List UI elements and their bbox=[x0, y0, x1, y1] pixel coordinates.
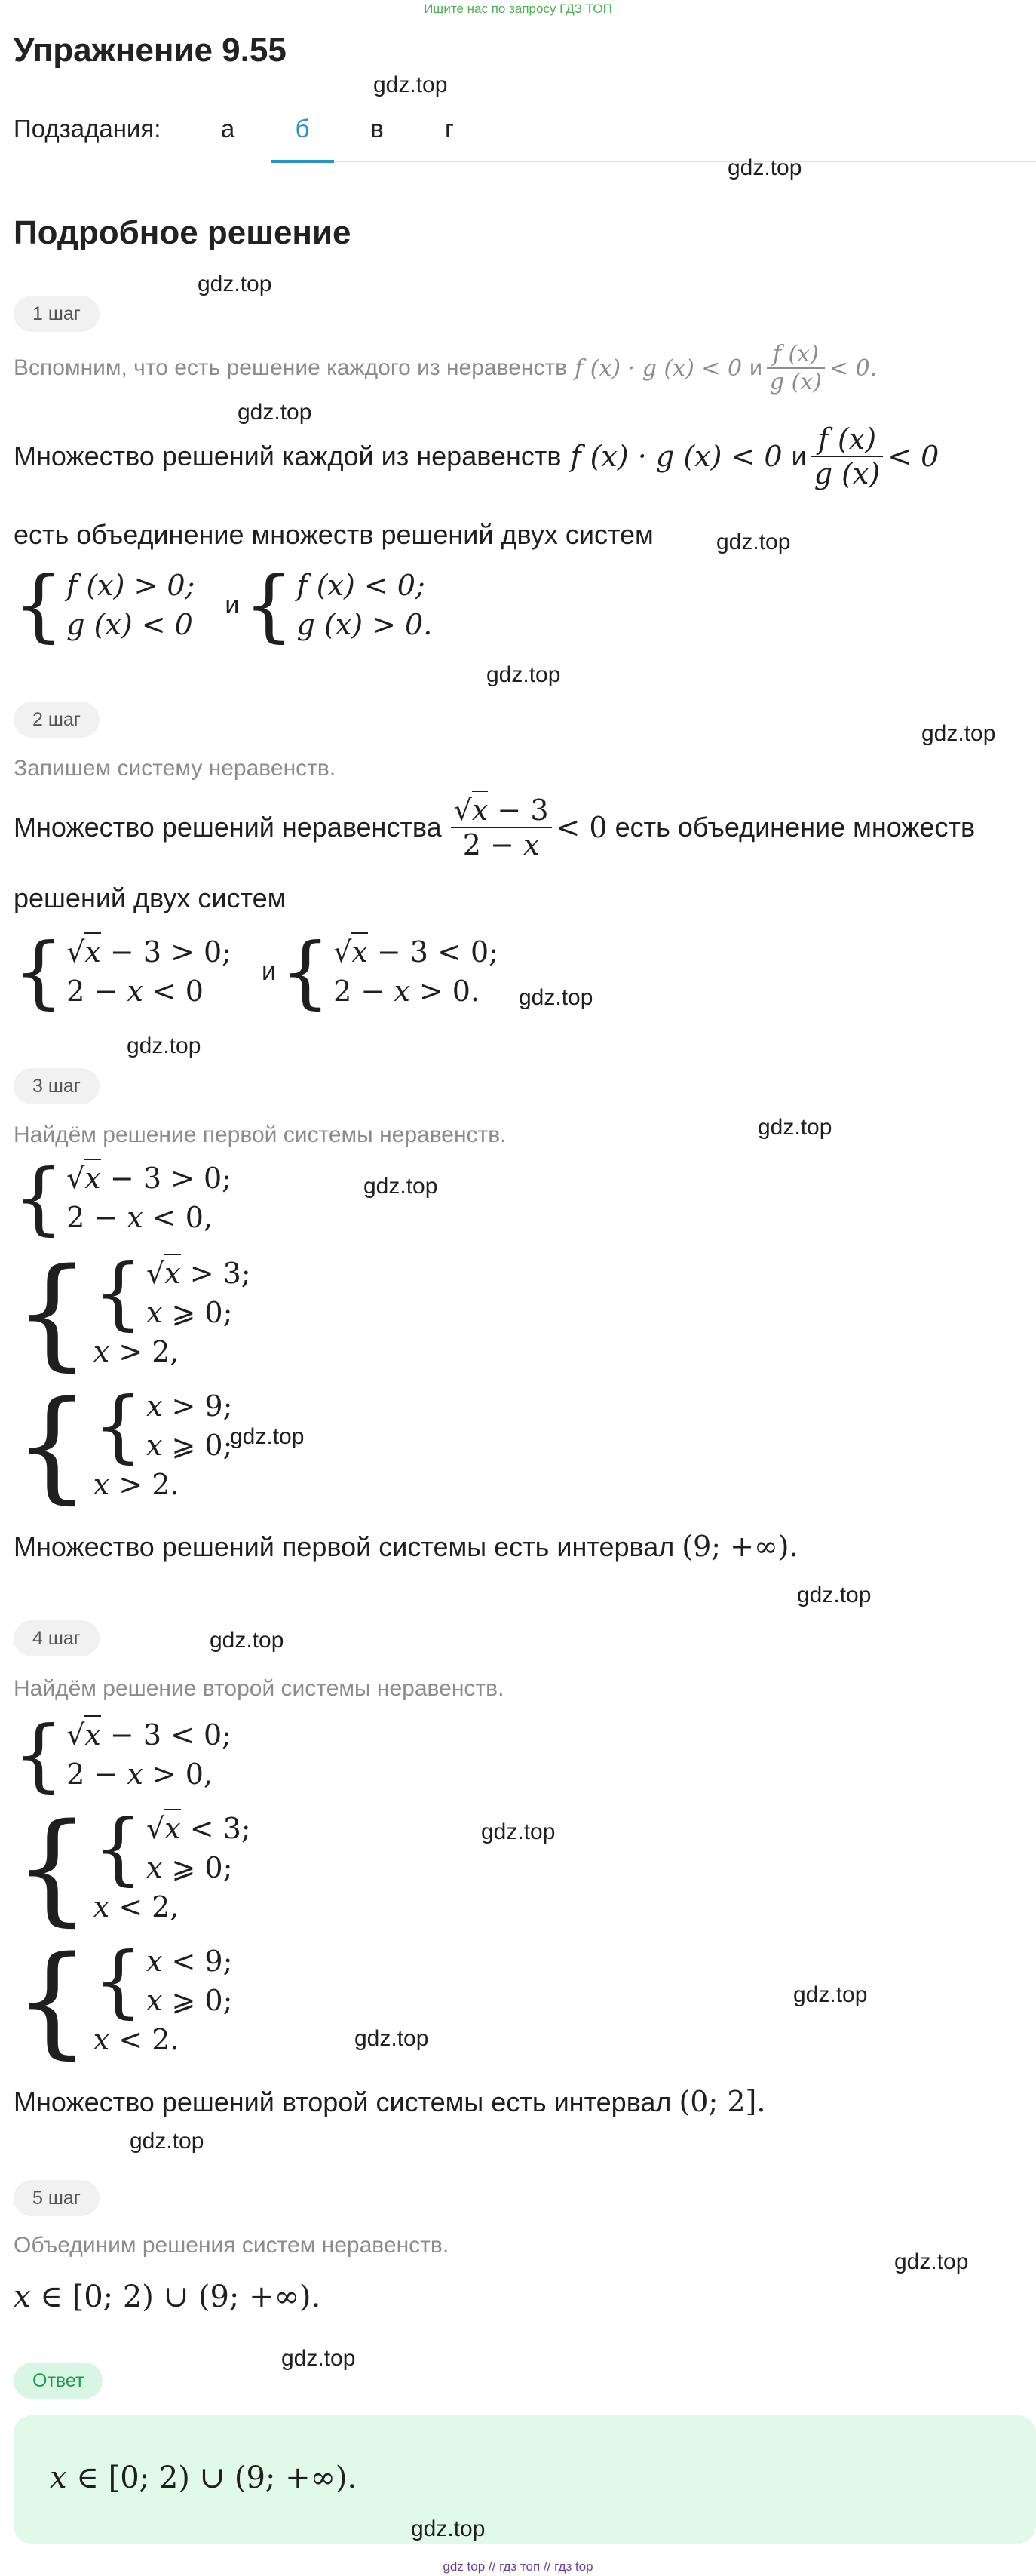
step-2-line-1 bbox=[14, 794, 975, 861]
s4a-line-2: 2 − x > 0, bbox=[66, 1758, 213, 1791]
hint-formula-product: f (x) · g (x) < 0 bbox=[575, 355, 743, 382]
step-3-result bbox=[14, 1530, 798, 1563]
step-1-line-1 bbox=[14, 422, 939, 490]
top-ad-text[interactable]: Ищите нас по запросу ГДЗ ТОП bbox=[424, 2, 612, 16]
step-1-and: и bbox=[791, 441, 807, 471]
step-5-hint: Объединим решения систем неравенств. bbox=[14, 2233, 449, 2258]
system-2-line-2: g (x) > 0. bbox=[296, 608, 433, 641]
system-1-line-2: g (x) < 0 bbox=[66, 608, 193, 641]
system-1-line-1: f (x) > 0; bbox=[66, 569, 195, 602]
watermark: gdz.top bbox=[758, 1115, 832, 1140]
s4c-inner: { x < 9; x ⩾ 0; bbox=[93, 1935, 233, 2027]
watermark: gdz.top bbox=[354, 2026, 429, 2051]
step-4-hint: Найдём решение второй системы неравенств. bbox=[14, 1676, 504, 1701]
watermark: gdz.top bbox=[481, 1819, 556, 1844]
step-1-systems bbox=[14, 559, 433, 651]
hint-formula-lt: < 0. bbox=[829, 355, 878, 382]
system-3: { √x − 3 > 0; 2 − x < 0 bbox=[14, 926, 231, 1018]
formula-lt-zero: < 0 bbox=[887, 440, 939, 473]
systems-and: и bbox=[225, 590, 240, 619]
system-4-line-2: 2 − x > 0. bbox=[333, 975, 480, 1008]
system-2-line-1: f (x) < 0; bbox=[296, 569, 425, 602]
tab-b[interactable]: б bbox=[295, 115, 310, 143]
s4a-line-1: √x − 3 < 0; bbox=[66, 1715, 231, 1755]
s3b-line-3: x > 2, bbox=[93, 1335, 179, 1368]
step-4-result-text: Множество решений второй системы есть интервал bbox=[14, 2086, 672, 2117]
watermark: gdz.top bbox=[728, 155, 802, 180]
step-1-line-2: есть объединение множеств решений двух систем bbox=[14, 519, 654, 550]
system-3-line-2: 2 − x < 0 bbox=[66, 975, 204, 1008]
page-title: Упражнение 9.55 bbox=[14, 32, 287, 69]
step-4-result bbox=[14, 2085, 765, 2118]
hint-formula-fraction: $\frac{f (x)}{g (x)}$ bbox=[767, 341, 825, 395]
s4b-line-2: x ⩾ 0; bbox=[146, 1851, 233, 1884]
step-2-hint: Запишем систему неравенств. bbox=[14, 756, 336, 781]
s3c-line-2: x ⩾ 0; bbox=[146, 1429, 233, 1462]
watermark: gdz.top bbox=[198, 272, 272, 296]
s4b-line-1: √x < 3; bbox=[146, 1809, 251, 1848]
tab-g[interactable]: г bbox=[444, 115, 455, 143]
watermark: gdz.top bbox=[130, 2129, 204, 2154]
step-2-line-2: решений двух систем bbox=[14, 883, 287, 913]
watermark: gdz.top bbox=[210, 1628, 284, 1653]
s3b-line-2: x ⩾ 0; bbox=[146, 1296, 233, 1329]
formula-sqrt-fraction: $\frac{√x - 3}{2 - x}$ bbox=[451, 794, 552, 861]
watermark: gdz.top bbox=[411, 2516, 486, 2541]
s4b-inner: { √x < 3; x ⩾ 0; bbox=[93, 1802, 251, 1894]
s3a-line-2: 2 − x < 0, bbox=[66, 1201, 213, 1234]
system-4: { √x − 3 < 0; 2 − x > 0. bbox=[280, 926, 498, 1018]
watermark: gdz.top bbox=[921, 721, 996, 746]
step-3-system-a: { √x − 3 > 0; 2 − x < 0, bbox=[14, 1152, 231, 1244]
step-1-line-1-text: Множество решений каждой из неравенств bbox=[14, 441, 562, 471]
interval-2: (0; 2]. bbox=[679, 2085, 766, 2118]
step-3-system-c: { { x > 9; x ⩾ 0; x > 2. bbox=[14, 1374, 233, 1515]
watermark: gdz.top bbox=[238, 400, 312, 425]
watermark: gdz.top bbox=[793, 1982, 868, 2007]
step-2-line-1-text: Множество решений неравенства bbox=[14, 812, 442, 843]
step-4-system-c: { { x < 9; x ⩾ 0; x < 2. bbox=[14, 1930, 233, 2071]
systems-and-2: и bbox=[261, 956, 276, 986]
watermark: gdz.top bbox=[716, 530, 791, 554]
formula-fraction: $\frac{f (x)}{g (x)}$ bbox=[811, 422, 884, 490]
step-4-system-a: { √x − 3 < 0; 2 − x > 0, bbox=[14, 1709, 231, 1801]
tab-v[interactable]: в bbox=[370, 115, 384, 143]
watermark: gdz.top bbox=[894, 2249, 969, 2274]
formula-product: f (x) · g (x) < 0 bbox=[570, 440, 783, 473]
step-2-line-1-tail: есть объединение множеств bbox=[615, 812, 976, 843]
step-2-pill: 2 шаг bbox=[14, 702, 100, 738]
step-5-union: x ∈ [0; 2) ∪ (9; +∞). bbox=[14, 2280, 321, 2314]
subtasks-label: Подзадания: bbox=[14, 115, 161, 143]
hint-and: и bbox=[749, 355, 762, 380]
s3c-line-3: x > 2. bbox=[93, 1468, 179, 1501]
s3c-inner: { x > 9; x ⩾ 0; bbox=[93, 1380, 233, 1472]
bottom-links[interactable]: gdz top // гдз топ // гдз top bbox=[443, 2559, 593, 2574]
step-4-pill: 4 шаг bbox=[14, 1620, 100, 1656]
watermark: gdz.top bbox=[230, 1424, 305, 1449]
tabs-divider bbox=[271, 161, 1036, 162]
step-4-system-b: { { √x < 3; x ⩾ 0; x < 2, bbox=[14, 1797, 251, 1938]
s3c-line-1: x > 9; bbox=[146, 1389, 233, 1423]
tab-a[interactable]: а bbox=[220, 115, 235, 143]
step-1-pill: 1 шаг bbox=[14, 296, 100, 332]
s4b-line-3: x < 2, bbox=[93, 1890, 179, 1924]
watermark: gdz.top bbox=[127, 1033, 201, 1058]
system-4-line-1: √x − 3 < 0; bbox=[333, 932, 498, 972]
s3a-line-1: √x − 3 > 0; bbox=[66, 1159, 231, 1198]
step-1-hint-text: Вспомним, что есть решение каждого из неравенств bbox=[14, 355, 568, 380]
step-2-systems bbox=[14, 926, 498, 1018]
watermark: gdz.top bbox=[519, 985, 593, 1010]
formula-lt-zero-2: < 0 bbox=[556, 811, 608, 844]
s3b-line-1: √x > 3; bbox=[146, 1254, 251, 1293]
step-3-hint: Найдём решение первой системы неравенств. bbox=[14, 1122, 507, 1147]
step-3-system-b: { { √x > 3; x ⩾ 0; x > 2, bbox=[14, 1242, 251, 1383]
step-1-hint bbox=[14, 341, 877, 395]
section-title: Подробное решение bbox=[14, 214, 351, 251]
s4c-line-3: x < 2. bbox=[93, 2023, 179, 2056]
s4c-line-1: x < 9; bbox=[146, 1945, 233, 1978]
answer-pill: Ответ bbox=[14, 2363, 103, 2399]
system-1: { f (x) > 0; g (x) < 0 bbox=[14, 559, 195, 651]
watermark: gdz.top bbox=[797, 1583, 872, 1607]
interval-1: (9; +∞). bbox=[682, 1530, 798, 1563]
step-3-pill: 3 шаг bbox=[14, 1068, 100, 1104]
answer-formula: x ∈ [0; 2) ∪ (9; +∞). bbox=[50, 2461, 357, 2495]
s4c-line-2: x ⩾ 0; bbox=[146, 1984, 233, 2017]
step-3-result-text: Множество решений первой системы есть интервал bbox=[14, 1531, 675, 1562]
watermark: gdz.top bbox=[281, 2346, 356, 2371]
system-2: { f (x) < 0; g (x) > 0. bbox=[244, 559, 433, 651]
active-tab-indicator bbox=[271, 160, 334, 163]
watermark: gdz.top bbox=[373, 72, 448, 97]
step-5-pill: 5 шаг bbox=[14, 2180, 100, 2216]
watermark: gdz.top bbox=[486, 662, 561, 687]
watermark: gdz.top bbox=[363, 1174, 438, 1199]
s3b-inner: { √x > 3; x ⩾ 0; bbox=[93, 1247, 251, 1339]
system-3-line-1: √x − 3 > 0; bbox=[66, 932, 231, 972]
